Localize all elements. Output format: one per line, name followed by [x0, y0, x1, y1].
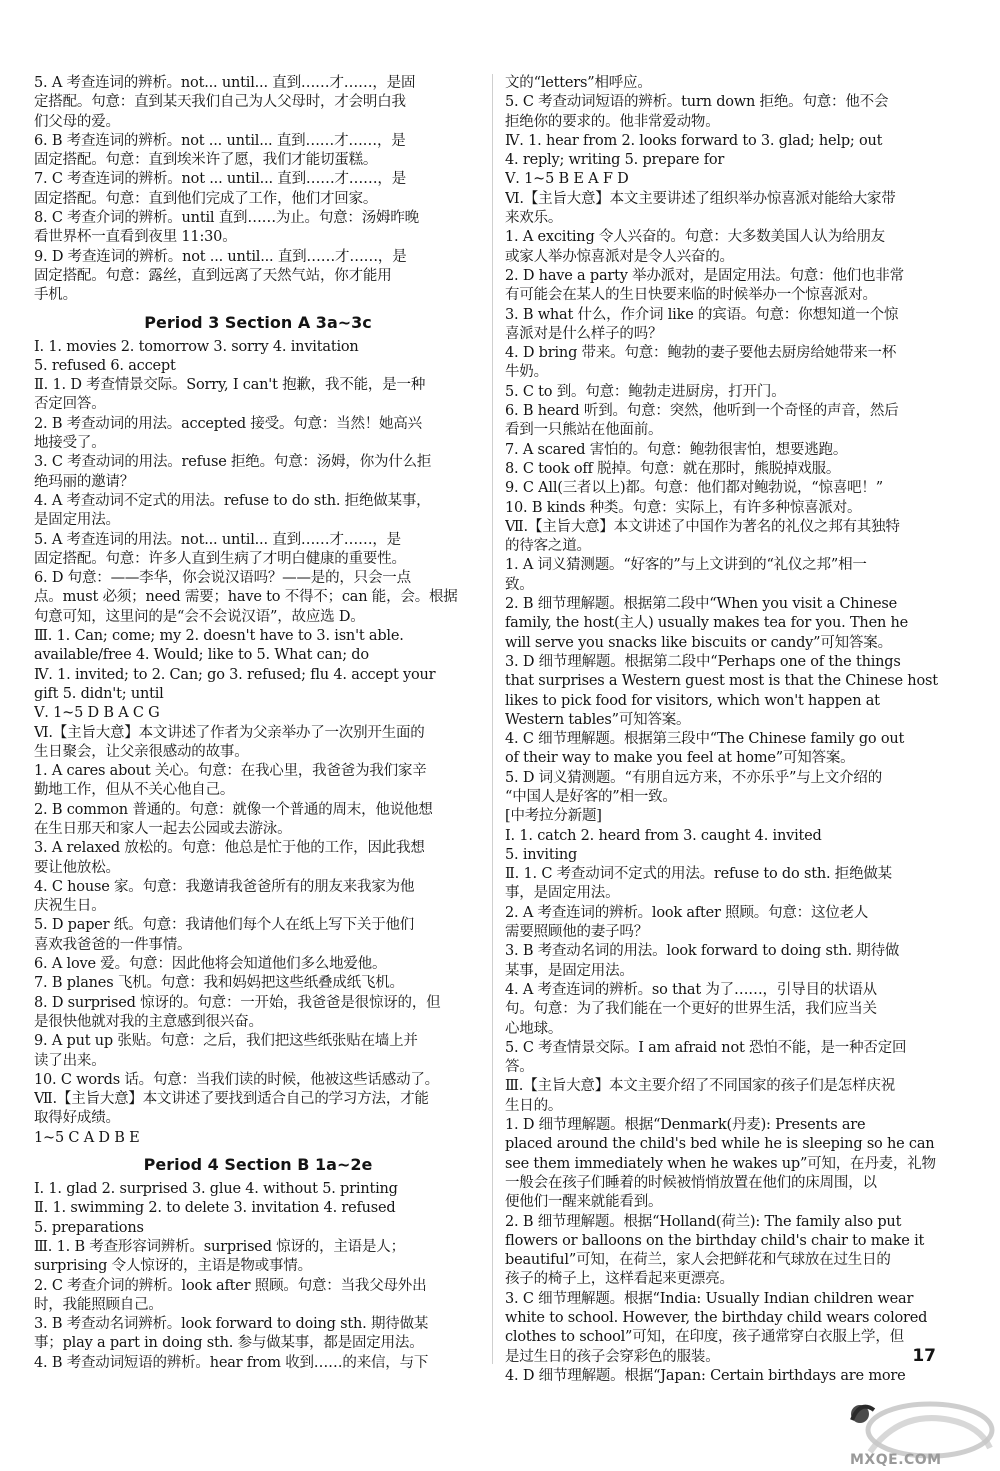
- text-line: 庆祝生日。: [34, 898, 106, 915]
- text-line: 在生日那天和家人一起去公园或去游泳。: [34, 820, 292, 837]
- text-line: “中国人是好客的”相一致。: [505, 788, 677, 805]
- text-line: 3. B what 什么，作介词 like 的宾语。句意：你想知道一个惊: [505, 306, 899, 323]
- text-line: 事；play a part in doing sth. 参与做某事，都是固定用法。: [34, 1335, 424, 1352]
- text-line: 拒绝你的要求的。他非常爱动物。: [505, 113, 720, 130]
- text-line: 5. A 考查连词的用法。not... until... 直到……才……，是: [34, 531, 401, 548]
- text-line: 固定搭配。句意：直到他们完成了工作，他们才回家。: [34, 190, 378, 207]
- text-line: 文的“letters”相呼应。: [505, 75, 652, 91]
- text-line: 5. preparations: [34, 1219, 144, 1236]
- text-line: 7. B planes 飞机。句意：我和妈妈把这些纸叠成纸飞机。: [34, 975, 404, 992]
- text-line: 10. C words 话。句意：当我们读的时候，他被这些话感动了。: [34, 1071, 439, 1088]
- text-line: 要让他放松。: [34, 859, 120, 876]
- text-line: Ⅲ.【主旨大意】本文主要介绍了不同国家的孩子们是怎样庆祝: [505, 1078, 895, 1095]
- text-line: 喜欢我爸爸的一件事情。: [34, 936, 192, 953]
- text-line: 便他们一醒来就能看到。: [505, 1194, 663, 1211]
- text-line: 看到一只熊站在他面前。: [505, 422, 663, 439]
- text-line: 2. D have a party 举办派对，是固定用法。句意：他们也非常: [505, 267, 904, 284]
- text-line: 答。: [505, 1059, 534, 1076]
- text-line: 2. B 考查动词的用法。accepted 接受。句意：当然！她高兴: [34, 415, 422, 432]
- text-line: 致。: [505, 576, 534, 593]
- text-line: 9. A put up 张贴。句意：之后，我们把这些纸张贴在墙上并: [34, 1033, 418, 1050]
- text-line: Ⅲ. 1. Can; come; my 2. doesn't have to 3. isn't able.: [34, 628, 404, 645]
- text-line: 句。句意：为了我们能在一个更好的世界生活，我们应当关: [505, 1001, 877, 1018]
- text-line: 8. C took off 脱掉。句意：就在那时，熊脱掉戏服。: [505, 460, 841, 477]
- text-line: 来欢乐。: [505, 210, 563, 227]
- text-line: 3. A relaxed 放松的。句意：他总是忙于他的工作，因此我想: [34, 840, 425, 857]
- text-line: Western tables”可知答案。: [505, 711, 691, 728]
- text-line: 时，我能照顾自己。: [34, 1296, 163, 1313]
- text-line: 事，是固定用法。: [505, 885, 620, 902]
- text-line: 4. reply; writing 5. prepare for: [505, 152, 725, 169]
- text-line: 3. C 细节理解题。根据“India: Usually Indian children wear: [505, 1290, 914, 1307]
- text-line: see them immediately when he wakes up”可知，在丹麦，礼物: [505, 1155, 936, 1172]
- text-line: 6. B 考查连词的辨析。not ... until... 直到……才……，是: [34, 132, 406, 149]
- text-line: 绝玛丽的邀请？: [34, 473, 135, 490]
- text-line: 生日聚会，让父亲很感动的故事。: [34, 743, 249, 760]
- watermark-text: MXQE.COM: [850, 1452, 942, 1468]
- text-line: of their way to make you feel at home”可知答案。: [505, 750, 855, 767]
- text-line: 4. A 考查动词不定式的用法。refuse to do sth. 拒绝做某事，: [34, 492, 431, 509]
- text-line: 7. A scared 害怕的。句意：鲍勃很害怕，想要逃跑。: [505, 441, 848, 458]
- text-line: 是过生日的孩子会穿彩色的服装。: [505, 1348, 720, 1365]
- text-line: Ⅶ.【主旨大意】本文讲述了要找到适合自己的学习方法，才能: [34, 1091, 429, 1108]
- text-line: placed around the child's bed while he is sleeping so he can: [505, 1136, 935, 1153]
- text-line: 6. B heard 听到。句意：突然，他听到一个奇怪的声音，然后: [505, 403, 899, 420]
- text-line: Ⅱ. 1. C 考查动词不定式的用法。refuse to do sth. 拒绝做某: [505, 866, 892, 883]
- text-line: 句意可知，这里问的是“会不会说汉语”，故应选 D。: [34, 608, 365, 625]
- text-line: Ⅲ. 1. B 考查形容词辨析。surprised 惊讶的，主语是人；: [34, 1238, 405, 1255]
- text-line: Ⅰ. 1. movies 2. tomorrow 3. sorry 4. invitation: [34, 338, 359, 355]
- text-line: 3. D 细节理解题。根据第二段中“Perhaps one of the things: [505, 653, 901, 670]
- text-line: white to school. However, the birthday child wears colored: [505, 1310, 928, 1326]
- text-line: 是固定用法。: [34, 512, 120, 529]
- text-line: Ⅱ. 1. swimming 2. to delete 3. invitation 4. refused: [34, 1200, 396, 1217]
- text-line: 生日的。: [505, 1097, 563, 1114]
- text-line: Ⅴ. 1~5 D B A C G: [34, 705, 160, 722]
- text-line: 固定搭配。句意：许多人直到生病了才明白健康的重要性。: [34, 550, 406, 567]
- text-line: 2. C 考查介词的辨析。look after 照顾。句意：当我父母外出: [34, 1277, 427, 1294]
- text-line: 手机。: [34, 287, 77, 304]
- text-line: 的待客之道。: [505, 538, 591, 555]
- text-line: Ⅰ. 1. glad 2. surprised 3. glue 4. without 5. printing: [34, 1181, 398, 1198]
- text-line: Ⅴ. 1~5 B E A F D: [505, 171, 629, 188]
- page-number: 17: [912, 1346, 936, 1366]
- text-line: 5. inviting: [505, 846, 578, 863]
- text-line: 4. C 细节理解题。根据第三段中“The Chinese family go out: [505, 731, 905, 748]
- left-column: [34, 74, 482, 1373]
- text-line: 5. C to 到。句意：鲍勃走进厨房，打开门。: [505, 383, 786, 400]
- text-line: 读了出来。: [34, 1052, 106, 1069]
- text-line: 们父母的爱。: [34, 113, 120, 130]
- text-line: Ⅵ.【主旨大意】本文讲述了作者为父亲举办了一次别开生面的: [34, 724, 425, 741]
- text-line: 否定回答。: [34, 396, 106, 413]
- text-line: clothes to school”可知，在印度，孩子通常穿白衣服上学，但: [505, 1329, 904, 1346]
- text-line: 5. D paper 纸。句意：我请他们每个人在纸上写下关于他们: [34, 917, 415, 934]
- column-divider: [492, 74, 493, 1364]
- text-line: 5. C 考查动词短语的辨析。turn down 拒绝。句意：他不会: [505, 94, 889, 111]
- text-line: 10. B kinds 种类。句意：实际上，有许多种惊喜派对。: [505, 499, 862, 516]
- text-line: 4. A 考查连词的辨析。so that 为了……，引导目的状语从: [505, 981, 877, 998]
- text-line: family, the host(主人) usually makes tea for you. Then he: [505, 615, 909, 632]
- text-line: 取得好成绩。: [34, 1110, 120, 1127]
- text-line: 1. A exciting 令人兴奋的。句意：大多数美国人认为给朋友: [505, 229, 885, 246]
- text-line: 孩子的椅子上，这样看起来更漂亮。: [505, 1271, 734, 1288]
- text-line: 5. A 考查连词的辨析。not... until... 直到……才……，是固: [34, 75, 416, 91]
- text-line: 是很快他就对我的主意感到很兴奋。: [34, 1013, 263, 1030]
- section-heading: Period 4 Section B 1a~2e: [143, 1155, 373, 1175]
- text-line: Ⅳ. 1. hear from 2. looks forward to 3. glad; help; out: [505, 132, 883, 149]
- text-line: 或家人举办惊喜派对是令人兴奋的。: [505, 248, 734, 265]
- text-line: beautiful”可知，在荷兰，家人会把鲜花和气球放在过生日的: [505, 1252, 891, 1269]
- text-line: 心地球。: [505, 1020, 563, 1037]
- text-line: 6. D 句意：——李华，你会说汉语吗？——是的，只会一点: [34, 570, 411, 587]
- text-line: 1. D 细节理解题。根据“Denmark(丹麦): Presents are: [505, 1117, 866, 1134]
- right-column: [505, 74, 953, 1386]
- text-line: 2. B 细节理解题。根据“Holland(荷兰): The family also put: [505, 1213, 902, 1230]
- text-line: 2. B common 普通的。句意：就像一个普通的周末，他说他想: [34, 801, 433, 818]
- text-line: 7. C 考查连词的辨析。not ... until... 直到……才……，是: [34, 171, 407, 188]
- text-line: 需要照顾他的妻子吗？: [505, 924, 648, 941]
- text-line: 3. B 考查动名词辨析。look forward to doing sth. 期待做某: [34, 1316, 429, 1333]
- text-line: 2. B 细节理解题。根据第二段中“When you visit a Chinese: [505, 596, 897, 613]
- text-line: surprising 令人惊讶的，主语是物或事情。: [34, 1258, 312, 1275]
- text-line: Ⅶ.【主旨大意】本文讲述了中国作为著名的礼仪之邦有其独特: [505, 518, 900, 535]
- text-line: 6. A love 爱。句意：因此他将会知道他们多么地爱他。: [34, 956, 387, 973]
- text-line: flowers or balloons on the birthday child's chair to make it: [505, 1232, 925, 1249]
- text-line: likes to pick food for visitors, which won't happen at: [505, 692, 880, 709]
- text-line: 固定搭配。句意：直到埃米许了愿，我们才能切蛋糕。: [34, 152, 378, 169]
- text-line: gift 5. didn't; until: [34, 685, 164, 702]
- text-line: 牛奶。: [505, 364, 548, 381]
- text-line: 4. D bring 带来。句意：鲍勃的妻子要他去厨房给她带来一杯: [505, 345, 897, 362]
- text-line: 一般会在孩子们睡着的时候被悄悄放置在他们的床周围，以: [505, 1174, 877, 1191]
- text-line: 3. B 考查动名词的用法。look forward to doing sth. 期待做: [505, 943, 900, 960]
- text-line: 4. C house 家。句意：我邀请我爸爸所有的朋友来我家为他: [34, 878, 415, 895]
- text-line: 9. D 考查连词的辨析。not ... until... 直到……才……，是: [34, 248, 407, 265]
- text-line: 5. refused 6. accept: [34, 357, 176, 374]
- text-line: 8. D surprised 惊讶的。句意：一开始，我爸爸是很惊讶的，但: [34, 994, 441, 1011]
- section-heading: Period 3 Section A 3a~3c: [144, 312, 372, 332]
- text-line: Ⅳ. 1. invited; to 2. Can; go 3. refused; flu 4. accept your: [34, 666, 436, 683]
- text-line: 点。must 必须；need 需要；have to 不得不；can 能，会。根据: [34, 589, 458, 606]
- text-line: 1. A 词义猜测题。“好客的”与上文讲到的“礼仪之邦”相一: [505, 557, 867, 574]
- text-line: Ⅱ. 1. D 考查情景交际。Sorry, I can't 抱歉，我不能，是一种: [34, 377, 426, 394]
- text-line: 4. D 细节理解题。根据“Japan: Certain birthdays are more: [505, 1367, 906, 1384]
- text-line: 看世界杯一直看到夜里 11:30。: [34, 229, 237, 246]
- text-line: 喜派对是什么样子的吗？: [505, 325, 663, 342]
- text-line: 1. A cares about 关心。句意：在我心里，我爸爸为我们家辛: [34, 763, 427, 780]
- text-line: 9. C All(三者以上)都。句意：他们都对鲍勃说，“惊喜吧！”: [505, 480, 883, 497]
- text-line: 5. C 考查情景交际。I am afraid not 恐怕不能，是一种否定回: [505, 1039, 907, 1056]
- text-line: 勤地工作，但从不关心他自己。: [34, 782, 235, 799]
- text-line: will serve you snacks like biscuits or candy”可知答案。: [505, 634, 892, 651]
- text-line: 有可能会在某人的生日快要来临的时候举办一个惊喜派对。: [505, 287, 877, 304]
- text-line: Ⅵ.【主旨大意】本文主要讲述了组织举办惊喜派对能给大家带: [505, 190, 896, 207]
- text-line: 定搭配。句意：直到某天我们自己为人父母时，才会明白我: [34, 94, 406, 111]
- text-line: available/free 4. Would; like to 5. What can; do: [34, 647, 369, 664]
- text-line: 8. C 考查介词的辨析。until 直到……为止。句意：汤姆昨晚: [34, 210, 419, 227]
- text-line: 2. A 考查连词的辨析。look after 照顾。句意：这位老人: [505, 904, 869, 921]
- text-line: 固定搭配。句意：露丝，直到远离了天然气站，你才能用: [34, 267, 392, 284]
- text-line: 1~5 C A D B E: [34, 1129, 140, 1146]
- text-line: 4. B 考查动词短语的辨析。hear from 收到……的来信，与下: [34, 1354, 429, 1371]
- text-line: that surprises a Western guest most is that the Chinese host: [505, 673, 938, 690]
- text-line: 5. D 词义猜测题。“有朋自远方来，不亦乐乎”与上文介绍的: [505, 769, 883, 786]
- text-line: 3. C 考查动词的用法。refuse 拒绝。句意：汤姆，你为什么拒: [34, 454, 432, 471]
- text-line: Ⅰ. 1. catch 2. heard from 3. caught 4. invited: [505, 827, 822, 844]
- text-line: 地接受了。: [34, 435, 106, 452]
- text-line: 某事，是固定用法。: [505, 962, 634, 979]
- text-line: [中考拉分新题]: [505, 808, 602, 825]
